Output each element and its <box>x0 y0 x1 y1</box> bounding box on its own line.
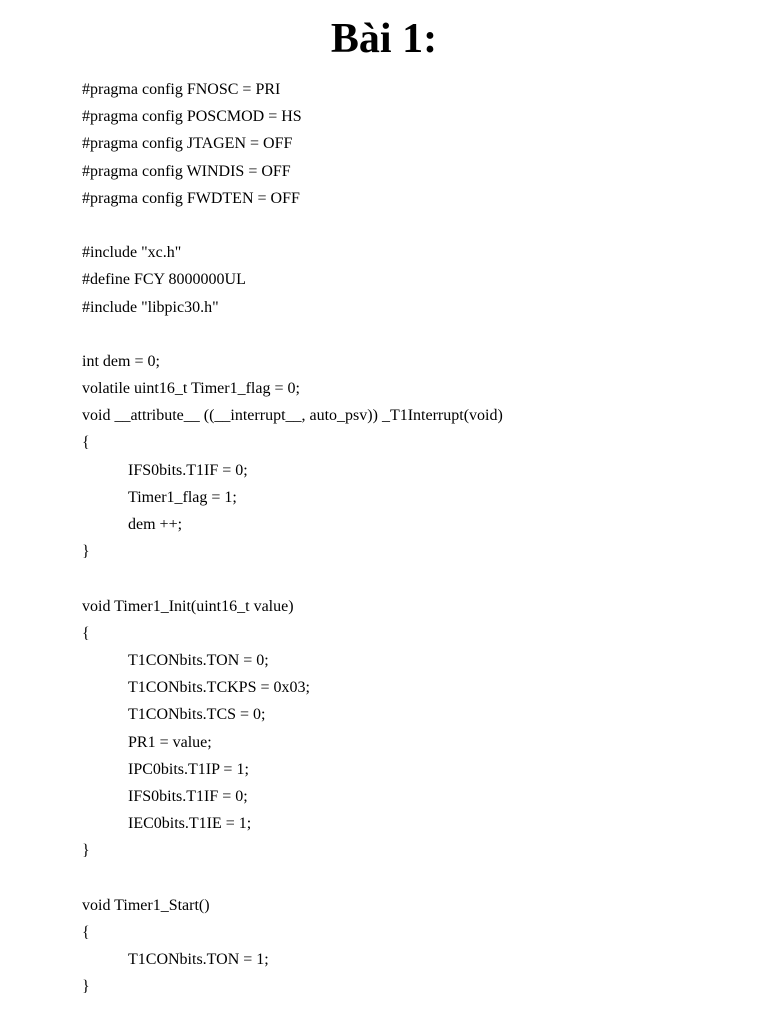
code-line: IFS0bits.T1IF = 0; <box>128 787 248 805</box>
code-line: #include "libpic30.h" <box>82 298 219 316</box>
code-line: IPC0bits.T1IP = 1; <box>128 760 249 778</box>
code-line: dem ++; <box>128 516 183 533</box>
code-line: } <box>82 978 90 996</box>
code-line: #pragma config JTAGEN = OFF <box>82 135 293 153</box>
code-line: #pragma config POSCMOD = HS <box>82 108 302 126</box>
code-line: int dem = 0; <box>82 352 160 370</box>
blank-line <box>82 321 748 348</box>
code-line: T1CONbits.TCKPS = 0x03; <box>128 679 310 697</box>
blank-line <box>82 565 748 592</box>
blank-line <box>82 864 748 891</box>
code-line: #define FCY 8000000UL <box>82 271 246 289</box>
code-line: #pragma config FNOSC = PRI <box>82 81 281 98</box>
code-line: T1CONbits.TON = 1; <box>128 951 269 968</box>
code-line: #pragma config FWDTEN = OFF <box>82 189 300 207</box>
code-line: void Timer1_Start() <box>82 896 210 914</box>
code-line: { <box>82 923 90 941</box>
code-line: { <box>82 434 90 452</box>
page-title: Bài 1: <box>330 16 438 62</box>
code-line: void Timer1_Init(uint16_t value) <box>82 597 294 615</box>
code-line: { <box>82 624 90 642</box>
code-line: IFS0bits.T1IF = 0; <box>128 461 248 479</box>
code-line: T1CONbits.TON = 0; <box>128 651 269 669</box>
code-line: #pragma config WINDIS = OFF <box>82 162 291 180</box>
code-line: PR1 = value; <box>128 733 212 751</box>
code-line: } <box>82 543 90 561</box>
code-line: } <box>82 842 90 860</box>
blank-line <box>82 212 748 239</box>
code-line: T1CONbits.TCS = 0; <box>128 706 266 724</box>
code-line: IEC0bits.T1IE = 1; <box>128 815 252 833</box>
code-line: Timer1_flag = 1; <box>128 488 237 506</box>
code-line: volatile uint16_t Timer1_flag = 0; <box>82 380 300 398</box>
code-block <box>82 76 748 1000</box>
code-line: #include "xc.h" <box>82 244 182 262</box>
code-line: void __attribute__ ((__interrupt__, auto_psv)) _T1Interrupt(void) <box>82 407 503 425</box>
